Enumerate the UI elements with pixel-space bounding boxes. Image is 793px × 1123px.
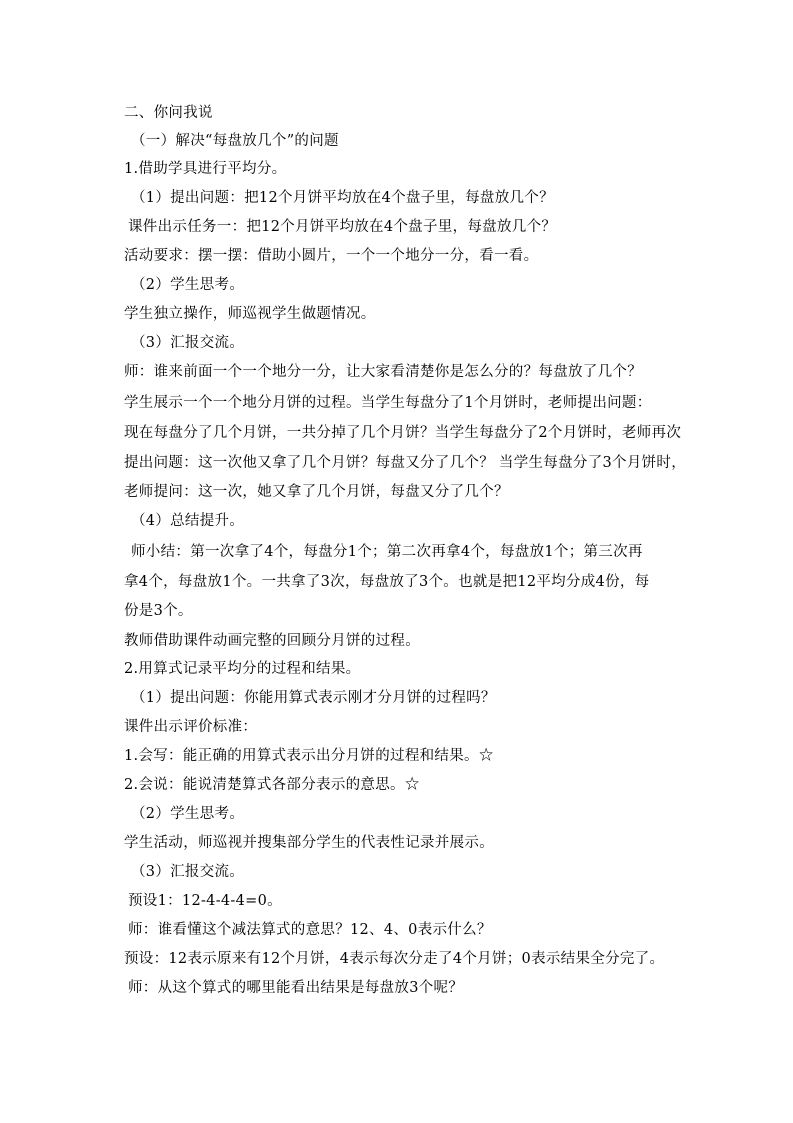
paragraph-line: 学生展示一个一个地分月饼的过程。当学生每盘分了1个月饼时，老师提出问题：	[124, 395, 652, 411]
paragraph-line: 学生独立操作，师巡视学生做题情况。	[124, 306, 376, 322]
paragraph-line: （2）学生思考。	[131, 806, 245, 822]
paragraph-line: 提出问题：这一次他又拿了几个月饼？每盘又分了几个？ 当学生每盘分了3个月饼时，	[124, 455, 687, 471]
paragraph-line: 师小结：第一次拿了4个，每盘分1个；第二次再拿4个，每盘放1个；第三次再	[131, 544, 643, 560]
step-heading: 2.用算式记录平均分的过程和结果。	[124, 661, 361, 677]
paragraph-line: 预设1：12-4-4-4=0。	[128, 893, 282, 909]
paragraph-line: 现在每盘分了几个月饼，一共分掉了几个月饼？当学生每盘分了2个月饼时，老师再次	[124, 425, 682, 441]
paragraph-line: （4）总结提升。	[131, 513, 245, 529]
paragraph-line: 师：从这个算式的哪里能看出结果是每盘放3个呢？	[128, 980, 464, 996]
section-heading: 二、你问我说	[124, 105, 213, 121]
step-heading: 1.借助学具进行平均分。	[124, 161, 287, 177]
subsection-heading: （一）解决“每盘放几个”的问题	[131, 133, 339, 149]
paragraph-line: 1.会写：能正确的用算式表示出分月饼的过程和结果。☆	[124, 748, 494, 764]
paragraph-line: （2）学生思考。	[131, 277, 245, 293]
paragraph-line: （3）汇报交流。	[131, 335, 245, 351]
paragraph-line: 教师借助课件动画完整的回顾分月饼的过程。	[124, 633, 420, 649]
paragraph-line: 预设：12表示原来有12个月饼，4表示每次分走了4个月饼；0表示结果全分完了。	[124, 951, 665, 967]
paragraph-line: （3）汇报交流。	[131, 864, 245, 880]
paragraph-line: 活动要求：摆一摆：借助小圆片，一个一个地分一分，看一看。	[124, 248, 539, 264]
paragraph-line: 拿4个，每盘放1个。一共拿了3次，每盘放了3个。也就是把12平均分成4份，每	[124, 574, 650, 590]
paragraph-line: 师：谁来前面一个一个地分一分，让大家看清楚你是怎么分的？每盘放了几个？	[124, 364, 642, 380]
paragraph-line: 学生活动，师巡视并搜集部分学生的代表性记录并展示。	[124, 835, 494, 851]
paragraph-line: 份是3个。	[124, 603, 193, 619]
paragraph-line: 课件出示任务一：把12个月饼平均放在4个盘子里，每盘放几个？	[128, 219, 557, 235]
paragraph-line: 师：谁看懂这个减法算式的意思？12、4、0表示什么？	[128, 922, 492, 938]
paragraph-line: （1）提出问题：你能用算式表示刚才分月饼的过程吗？	[131, 690, 496, 706]
paragraph-line: （1）提出问题：把12个月饼平均放在4个盘子里，每盘放几个？	[131, 190, 554, 206]
paragraph-line: 2.会说：能说清楚算式各部分表示的意思。☆	[124, 777, 420, 793]
paragraph-line: 课件出示评价标准：	[124, 719, 258, 735]
paragraph-line: 老师提问：这一次，她又拿了几个月饼，每盘又分了几个？	[124, 484, 509, 500]
